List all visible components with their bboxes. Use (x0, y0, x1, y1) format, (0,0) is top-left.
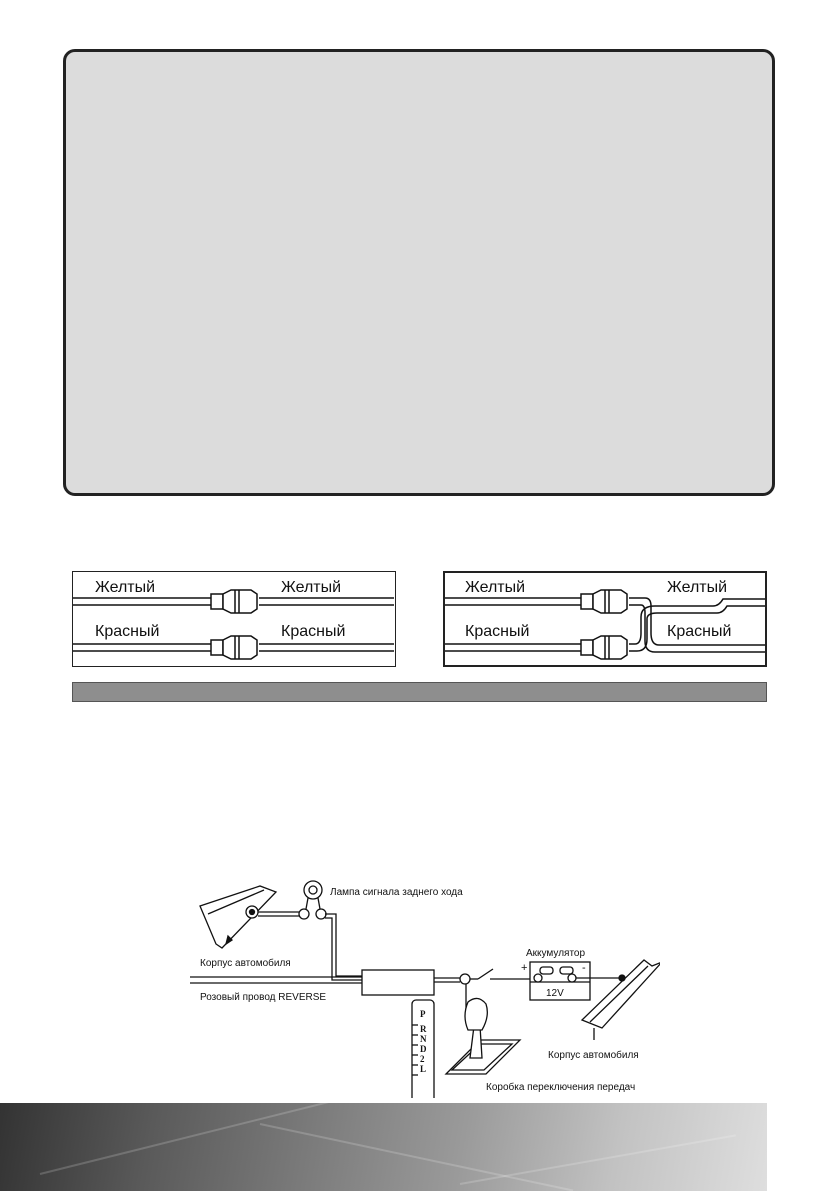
label-yellow-left: Желтый (95, 579, 156, 596)
gear-p: P (420, 1009, 426, 1019)
reverse-module (362, 970, 434, 995)
section-header-bar (72, 682, 767, 702)
connector-red (211, 636, 257, 659)
body-label-left: Корпус автомобиля (200, 958, 291, 969)
wiring-panel-crossed (443, 571, 767, 667)
battery-voltage: 12V (546, 988, 564, 999)
label-red-left: Красный (95, 623, 160, 640)
body-label-right: Корпус автомобиля (548, 1050, 639, 1061)
gear-n: N (420, 1034, 427, 1044)
connector-red (581, 636, 627, 659)
battery-label: Аккумулятор (526, 948, 586, 959)
reverse-lamp (299, 881, 326, 919)
connector-yellow (581, 590, 627, 613)
footer-streak (260, 1123, 573, 1191)
label-yellow-right: Желтый (667, 579, 728, 596)
footer-decorative-band (0, 1103, 767, 1191)
gear-r: R (420, 1024, 427, 1034)
reverse-wiring-diagram (190, 878, 660, 1098)
battery-plus: + (521, 962, 528, 974)
gear-l: L (420, 1064, 427, 1074)
crossed-wiring-drawing (445, 573, 765, 665)
gearbox-label: Коробка переключения передач (486, 1082, 636, 1093)
car-body-left (200, 886, 276, 948)
label-yellow-right: Желтый (281, 579, 342, 596)
reverse-wire-label: Розовый провод REVERSE (200, 992, 327, 1003)
lamp-label: Лампа сигнала заднего хода (330, 887, 463, 898)
gear-d: D (420, 1044, 427, 1054)
straight-wiring-drawing (73, 572, 394, 665)
label-red-left: Красный (465, 623, 530, 640)
switch-lever (478, 969, 493, 979)
note-box (63, 49, 775, 496)
car-body-right (582, 960, 660, 1040)
gear-2: 2 (420, 1054, 425, 1064)
footer-streak (460, 1134, 736, 1185)
label-red-right: Красный (667, 623, 732, 640)
gear-shifter (446, 998, 520, 1074)
wiring-panel-straight (72, 571, 396, 667)
label-yellow-left: Желтый (465, 579, 526, 596)
battery-minus: - (582, 962, 586, 974)
footer-margin (767, 1103, 839, 1191)
connector-yellow (211, 590, 257, 613)
label-red-right: Красный (281, 623, 346, 640)
